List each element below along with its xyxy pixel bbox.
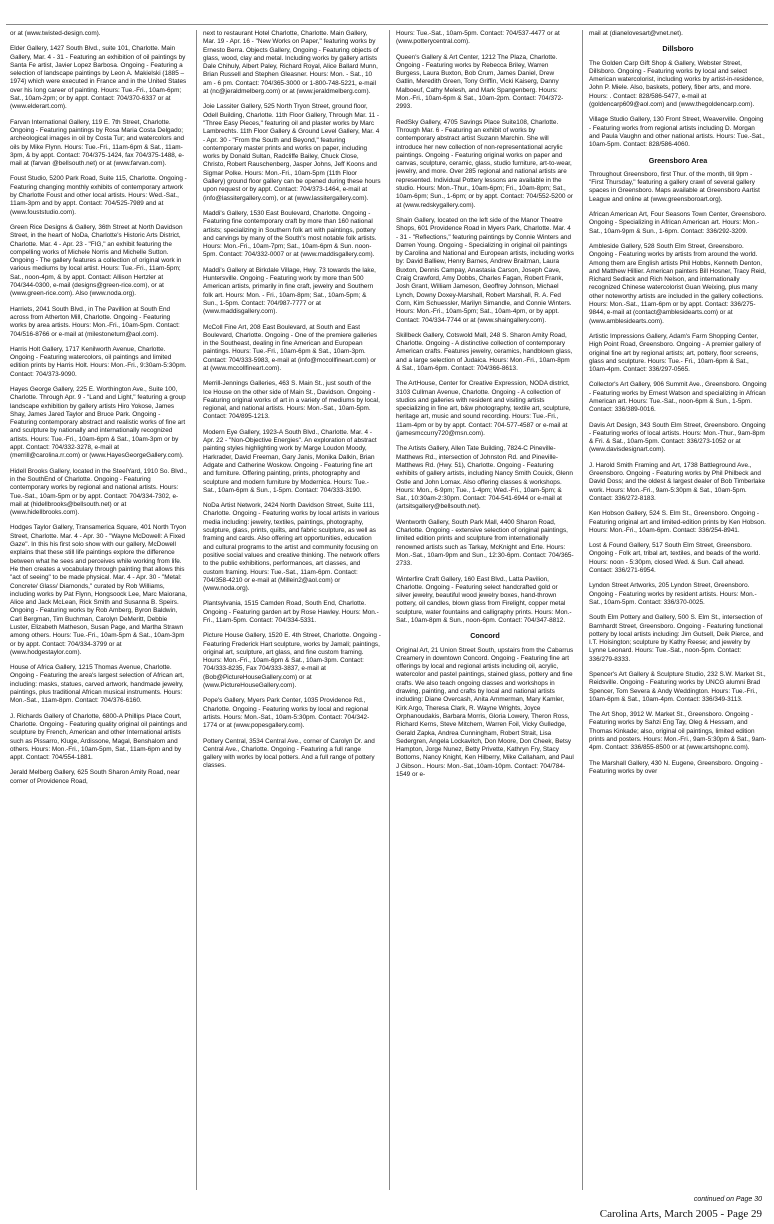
listing-entry: NoDa Artist Network, 2424 North Davidson Street, Suite 111, Charlotte. Ongoing - Featuring works by local artists in various media including: jewelry, textiles, paintings, photography, sculpture, glass, prints, quilts, and fabric sculpture, as well as framing and cards. Also offering art opportunities, education and cultural programs to the artist and community focusing on positive social values and creative thinking. The network offers to the public exhibitions, performances, art classes, and custom framing. Hours: Tue.-Sat., 11am-6pm. Contact: 704/358-4210 or e-mail at (Millein2@aol.com) or (www.noda.org). [203,502,380,593]
column-3 [396,30,574,1190]
page-footer: Carolina Arts, March 2005 - Page 29 [599,1208,762,1220]
listing-entry: The Artists Gallery, Allen Tate Building, 7824-C Pineville-Matthews Rd., intersection of Johnston Rd. and Pineville-Matthews Rd. (Hwy. 51), Charlotte. Ongoing - Featuring exhibits of gallery artists, including Nancy Smith Couick, Glenn Ostle and John Lomax. Also offering classes & workshops. Hours: Mon., 6-9pm; Tue., 1-4pm; Wed.-Fri., 10am-5pm; & Sat., 10:30am-2:30pm. Contact: 704-541-6944 or e-mail at (artsitsgallery@bellsouth.net). [396,445,573,511]
column-divider [389,30,390,1190]
listing-entry: Pope's Gallery, Myers Park Center, 1035 Providence Rd., Charlotte. Ongoing - Featuring works by local and regional artists. Hours: Mon.-Sat., 10am-5:30pm. Contact: 704/342-1774 or at (www.popesgallery.com). [203,697,370,730]
listing-entry: Modern Eye Gallery, 1923-A South Blvd., Charlotte. Mar. 4 - Apr. 22 - "Non-Objective Energies". An exploration of abstract painting styles highlighting work by Marge Loudon Moody, Harkrader, David Freeman, Gary Janis, Monika Dalkin, Brian Adgate and Catherine Woskow. Ongoing - Featuring fine art and furniture. Offering painting, prints, photography and sculpture and modern furniture by Modernica. Hours: Tue.-Sat., 10am-6pm & Sun., 1-5pm. Contact: 704/333-3190. [203,428,377,494]
column-divider [196,30,197,1190]
column-1 [10,30,188,1190]
listing-entry: Merrill-Jennings Galleries, 463 S. Main St., just south of the Ice House on the other side of Main St., Davidson. Ongoing - Featuring original works of art in a variety of mediums by local, regional, and national artists. Hours: Mon.-Sat., 10am-5pm. Contact: 704/895-1213. [203,380,380,421]
listing-entry: Collector's Art Gallery, 906 Summit Ave., Greensboro. Ongoing - Featuring works by Ernest Watson and specializing in African American art. Hours: Tue.-Sat., noon-6pm & Sun., 1-5pm. Contact: 336/389-0016. [589,381,767,414]
listing-entry: The Marshall Gallery, 430 N. Eugene, Greensboro. Ongoing - Featuring works by over [589,759,763,775]
listing-entry: Green Rice Designs & Gallery, 36th Street at North Davidson Street, in the heart of NoDa, Charlotte's Historic Arts District, Charlotte. Mar. 4 - Apr. 23 - "FIG," an exhibit featuring the compelling works of Michele Norris and Michelle Sutton. Ongoing - The gallery features a collection of original work in various mediums by local artist. Hours: Tue.-Fri., 11am-5pm; Sat., noon-4pm, & by appt. Contact: Allison Hertzler at 704/344-0300, e-mail (designs@green-rice.com), or at (www.green-rice.com). Also (www.noda.org). [10,223,183,298]
listing-entry: mail at (dianelovesart@vnet.net). [589,30,683,37]
listing-entry: Jerald Melberg Gallery, 625 South Sharon Amity Road, near corner of Providence Road, [10,769,180,785]
listing-entry: Picture House Gallery, 1520 E. 4th Street, Charlotte. Ongoing - Featuring Frederick Hart sculpture, works by Jamali; paintings, original art, sculpture, art glass, and fine custom framing. Hours: Mon.-Fri., 10am-6pm & Sat., 10am-3pm. Contact: 704/333-8235, Fax 704/333-3837, e-mail at (Bob@PictureHouseGallery.com) or at (www.PictureHouseGallery.com). [203,632,381,690]
listing-entry: Maddi's Gallery at Birkdale Village, Hwy. 73 towards the lake, Huntersville. Ongoing - Featuring work by more than 500 American artists, primarily in fine craft, jewelry and Southern folk art. Hours: Mon. - Fri., 10am-8pm; Sat., 10am-5pm; & Sun., 1-5pm. Contact: 704/987-7777 or at (www.maddisgallery.com). [203,266,376,316]
listing-entry: Plantsylvania, 1515 Camden Road, South End, Charlotte. Ongoing - Featuring garden art by Rose Hawley. Hours: Mon.-Fri., 11am-5pm. Contact: 704/334-5331. [203,600,379,624]
listing-entry: Village Studio Gallery, 130 Front Street, Weaverville. Ongoing - Featuring works from regional artists including D. Morgan and Paula Vaughn and other national artists. Hours: Tue.-Sat., 10am-5pm. Contact: 828/586-4060. [589,116,765,149]
section-heading: Dillsboro [662,44,694,54]
listing-entry: Ambleside Gallery, 528 South Elm Street, Greensboro. Ongoing - Featuring works by artists from around the world. Among them are English artists Phil Hobbs, Kenneth Denton, and Matthew Hillier. American painters Bill Hosner, Tracy Reid, Richard Sedlack and Rich Nelson, and internationally recognized Chinese watercolorist Guan Weixing, plus many other noteworthy artists are included in the gallery collections. Hours: Mon.-Sat., 11am-6pm or by appt. Contact: 336/275-9844, e-mail at (contact@amblesidearts.com) or at (www.amblesidearts.com). [589,242,766,325]
listing-entry: Hayes George Gallery, 225 E. Worthington Ave., Suite 100, Charlotte. Through Apr. 9 - "Land and Light," featuring a group landscape exhibition by gallery artists Hiro Yokose, James Shay, James Jared Taylor and Bruce Park. Ongoing - Featuring contemporary abstract and realistic works of fine art and sculpture by nationally and internationally recognized artists. Hours: Tue.-Fri., 10am-6pm & Sat., 10am-3pm or by appt. Contact: 704/332-3278, e-mail at (merrill@carolina.rr.com) or (www.HayesGeorgeGallery.com). [10,385,186,460]
listing-entry: J. Harold Smith Framing and Art, 1738 Battleground Ave., Greensboro. Ongoing - Featuring works by Phil Philbeck and David Doss; and the oldest & largest dealer of Bob Timberlake work. Hours: Mon.-Fri., 9am-5:30pm & Sat., 10am-5pm. Contact: 336/272-8183. [589,461,766,502]
listing-entry: Skillbeck Gallery, Cotswold Mall, 248 S. Sharon Amity Road, Charlotte. Ongoing - A distinctive collection of contemporary American crafts. Features jewelry, ceramics, handblown glass, and a large selection of Judaica. Hours: Mon.-Fri., 10am-8pm & Sat., 10am-6pm. Contact: 704/366-8613. [396,331,573,372]
listing-entry: Elder Gallery, 1427 South Blvd., suite 101, Charlotte. Main Gallery, Mar. 4 - 31 - Featuring an exhibition of oil paintings by Santa Fe artist, Javier Lopez Barbosa. Ongoing - Featuring a selection of landscape paintings by Leon A. Makielski (1885 – 1974) which were executed in France and in the United States over his long career of painting. Hours: Tue.-Fri., 10am-6pm; Sat., 10am-2pm; or by appt. Contact: 704/370-6337 or at (www.elderart.com). [10,45,187,111]
listing-entry: Hours: Tue.-Sat., 10am-5pm. Contact: 704/537-4477 or at (www.potterycentral.com). [396,30,560,46]
listing-entry: Harris Holt Gallery, 1717 Kenilworth Avenue, Charlotte. Ongoing - Featuring watercolors, oil paintings and limited edition prints by Harris Holt. Hours: Mon.-Fri., 9:30am-5:30pm. Contact: 704/373-9090. [10,345,187,378]
listing-entry: Ken Hobson Gallery, 524 S. Elm St., Greensboro. Ongoing - Featuring original art and limited-edition prints by Ken Hobson. Hours: Mon.-Fri., 10am-6pm. Contact: 336/254-8941. [589,510,766,534]
listing-entry: Farvan International Gallery, 119 E. 7th Street, Charlotte. Ongoing - Featuring paintings by Rosa Maria Costa Delgado; archeological images in oil by Costa Tur; and watercolors and oils by Mike Flynn. Hours: Tue.-Fri., 11am-6pm & Sat., 11am-3pm, & by appt. Contact: 704/375-1424, fax 704/375-1488, e-mail at (farvan @bellsouth.net) or at (www.farvan.com). [10,118,185,168]
listing-entry: Shain Gallery, located on the left side of the Manor Theatre Shops, 601 Providence Road in Myers Park, Charlotte. Mar. 4 - 31 - "Reflections," featuring paintings by Connie Winters and Darren Young. Ongoing - Specializing in original oil paintings by Carolina and National and European artists, including works by: David Balliew, Henry Barnes, Andrew Braitman, Laura Buxton, Dennis Campay, Anastasia Carson, Joseph Cave, Craig Crawford, Amy Dobbs, Charles Fagan, Robert Frank, Josh Grant, William Jameson, Geoffrey Johnson, Michael Lynch, Downy Doxey-Marshall, Robert Marshall, R. A. Fed Corn, Kim Schuessler, Marilyn Simandle, and Connie Winters. Hours: Mon.-Fri., 10am-5pm; Sat., 10am-4pm, or by appt. Contact: 704/334-7744 or at (www.shaingallery.com). [396,216,574,324]
listing-entry: The Art Shop, 3912 W. Market St., Greensboro. Ongoing - Featuring works by Sahzi Eng Tay, Oleg & Hessam, and Thomas Kinkade; also, original oil paintings, limited edition prints and posters. Hours: Mon.-Fri., 9am-5:30pm & Sat., 9am-4pm. Contact: 336/855-8500 or at (www.artshopnc.com). [589,711,767,752]
listing-entry: RedSky Gallery, 4705 Savings Place Suite108, Charlotte. Through Mar. 6 - Featuring an exhibit of works by contemporary abstract artist Suzann Marchin. She will introduce her new collection of non-representational acrylic paintings. Ongoing - Featuring original works on paper and canvas, sculpture, ceramic, glass, studio furniture, art-to-wear, jewelry, and more. Over 285 regional and national artists are represented. Individual Pottery lessons are available in the studio. Hours: Mon.-Thur., 10am-6pm; Fri., 10am-8pm; Sat., 10am-6pm; Sun., 1-6pm; or by appt. Contact: 704/552-5200 or at (www.redskygallery.com). [396,118,573,209]
listing-entry: Joie Lassiter Gallery, 525 North Tryon Street, ground floor, Odell Building, Charlotte. 11th Floor Gallery, Through Mar. 11 - "Three Easy Pieces," featuring oil and plaster works by Marc Lambrechts. 11th Floor Gallery & Ground Level Gallery, Mar. 4 - Apr. 30 - "From the South and Beyond," featuring contemporary master prints and works on paper, including works by Donald Sultan, Radcliffe Bailey, Chuck Close, Christo, Robert Rauschenberg, Jasper Johns, Jeff Koons and Sigmar Polke. Hours: Mon.-Fri., 10am-5pm (11th Floor Gallery) ground floor gallery can be opened during these hours upon request or by appt. Contact: 704/373-1464, e-mail at (info@lassitergallery.com), or at (www.lassitergallery.com). [203,103,381,202]
listing-entry: Lost & Found Gallery, 517 South Elm Street, Greensboro. Ongoing - Folk art, tribal art, textiles, and beads of the world. Hours: noon - 5:30pm, closed Wed. & Sun. Call ahead. Contact: 336/271-6954. [589,542,761,575]
listing-entry: Spencer's Art Gallery & Sculpture Studio, 232 S.W. Market St., Reidsville. Ongoing - Featuring works by UNCG alumni Brad Spencer, Tom Severa & Andy Weddington. Hours: Tue.-Fri., 10am-6pm & Sat., 10am-4pm. Contact: 336/349-3113. [589,671,766,703]
continued-note: continued on Page 30 [693,1196,762,1203]
section-heading: Greensboro Area [648,155,708,165]
listing-entry: Original Art, 21 Union Street South, upstairs from the Cabarrus Creamery in downtown Concord. Ongoing - Featuring fine art offerings by local and regional artists including oil, acrylic, watercolor and pastel paintings, stained glass, pottery and fine crafts. We also teach ongoing classes and workshops in drawing, painting, and crafts by local and national artists including: Diane Overcash, Anita Ammerman, Mary Kamler, Kirk Argo, Theresa Clark, R. Wayne Wrights, Joyce Orphanoudakis, Barbara Morris, Gloria Lowery, Theron Ross, Richard Kerns, Steve Mitchem, Warren Foil, Vicky Gulledge, Gerald Zapka, Andrea Cunningham, Robert Strait, Lisa Sedergren, Angela Lockavitch, Don Moore, Don Cheek, Betsy Hampton, Jorge Nunez, Betty Privette, Kathryn Fry, Stacy Bottoms, Nancy Knight, Ken Hilberry, Mike Callaham, and Paul J Gibson.. Hours: Mon.-Sat.,10am-10pm. Contact: 704/784-1549 or e- [396,646,574,779]
column-2 [203,30,381,1190]
listing-entry: Winterfire Craft Gallery, 160 East Blvd., Latta Pavilion, Charlotte. Ongoing - Featuring select handcrafted gold or silver jewelry, beautiful wood jewelry boxes, hand-thrown pottery, oil candles, blown glass from Firelight, copper metal sculpture, water fountains and calligraphy prints. Hours: Mon.-Sat., 10am-8pm & Sun., noon-6pm. Contact: 704/347-8812. [396,575,572,624]
column-divider [582,30,583,1190]
top-rule [6,24,768,25]
listing-entry: House of Africa Gallery, 1215 Thomas Avenue, Charlotte. Ongoing - Featuring the area's largest selection of African art, including: masks, statues, carved artwork, handmade jewelry, paintings, plus traditional African musical instruments. Hours: Mon.-Sat., 11am-8pm. Contact: 704/376-6160. [10,664,184,705]
listing-entry: Lyndon Street Artworks, 205 Lyndon Street, Greensboro. Ongoing - Featuring works by resident artists. Hours: Mon.-Sat., 10am-5pm. Contact: 336/370-0025. [589,582,757,606]
listing-entry: Wentworth Gallery, South Park Mall, 4400 Sharon Road, Charlotte. Ongoing - extensive selection of original paintings, limited edition prints and sculpture from internationally renowned artists such as Tarkay, McKnight and Erte. Hours: Mon.-Sat., 10am-9pm and Sun., 12:30-6pm. Contact: 704/365-2733. [396,518,574,568]
listing-entry: J. Richards Gallery of Charlotte, 6800-A Phillips Place Court, Charlotte. Ongoing - Featuring quality original oil paintings and sculpture by French, American and other International artists such as Pissarro, Kluge, Ardissone, Magal, Benshalom and others. Hours: Mon.-Fri., 10am-5pm, Sat., 11am-6pm and by appt. Contact: 704/554-1881. [10,712,187,762]
listing-entry: South Elm Pottery and Gallery, 500 S. Elm St., intersection of Barnhardt Street, Greensboro. Ongoing - Featuring functional pottery by local artists including: Jim Gutsell, Deik Pierce, and I.T. Hoisington; sculpture by Kathy Reese; and jewelry by Lynne Leonard. Hours: Tue.-Sat., noon-5pm. Contact: 336/279-8333. [589,614,764,663]
listing-entry: African American Art, Four Seasons Town Center, Greensboro. Ongoing - Specializing in African American art. Hours: Mon.-Sat., 10am-9pm & Sun., 1-6pm. Contact: 336/292-3209. [589,211,767,235]
section-heading: Concord [470,631,500,641]
listing-entry: Hodges Taylor Gallery, Transamerica Square, 401 North Tryon Street, Charlotte. Mar. 4 - Apr. 30 - "Wayne McDowell: A Fixed Gaze". In this his first solo show with our gallery, McDowell explains that these still life paintings explore the difference between what he sees and perceives while working from life. He then creates a vocabulary through painting that allows this "act of seeing" to be made physical. Mar. 4 - Apr. 30 - "Metal: Concrete/ Glass/ Diamonds," curated by Rob Williams, including works by Pat Flynn, Hongsoock Lee, Marc Maiorana, Alice and Jack McLean, Rick Smith and Susanna B. Speirs. Ongoing - Featuring works by Rob Amberg, Byron Baldwin, Carl Bergman, Tim Buchman, Carolyn DeMeritt, Debbie Luster, Elizabeth Matheson, Susan Page, and Martha Strawn among others. Hours: Tue.-Fri., 10am-5pm & Sat., 10am-3pm or by appt. Contact: 704/334-3799 or at (www.hodgestaylor.com). [10,524,187,656]
column-4 [589,30,767,1190]
listing-entry: or at (www.twisted-design.com). [10,30,101,37]
listing-entry: Maddi's Gallery, 1530 East Boulevard, Charlotte. Ongoing - Featuring fine contemporary craft by more than 160 national artists; specializing in Southern folk art with paintings, pottery and carvings by many of the South's most notable folk artists. Hours: Mon.-Fri., 10am-7pm; Sat., 10am-6pm & Sun. noon-5pm. Contact: 704/332-0007 or at (www.maddisgallery.com). [203,209,377,259]
listing-entry: Davis Art Design, 343 South Elm Street, Greensboro. Ongoing - Featuring works of local artists. Hours: Mon.-Thur., 9am-8pm & Fri. & Sat., 10am-5pm. Contact: 336/273-1052 or at (www.davisdesignart.com). [589,421,766,454]
listing-entry: Artistic Impressions Gallery, Adam's Farm Shopping Center, High Point Road, Greensboro. Ongoing - A premier gallery of original fine art by regional artists; art, pottery, floor screens, glass and sculpture. Hours: Tue.- Fri., 10am-6pm & Sat., 10am-4pm. Contact: 336/297-0565. [589,332,761,374]
listing-entry: Pottery Central, 3534 Central Ave., corner of Carolyn Dr. and Central Ave., Charlotte. Ongoing - Featuring a full range gallery with works by local potters. And a full range of pottery classes. [203,737,375,770]
listing-entry: next to restaurant Hotel Charlotte, Charlotte. Main Gallery, Mar. 19 - Apr. 16 - "New Works on Paper," featuring works by Ernesto Berra. Objects Gallery, Ongoing - Featuring objects of glass, wood, clay and metal. Including works by gallery artists Dale Chihuly, Albert Paley, Richard Royal, Alice Ballard Munn, Brian Russell and Stephen Gleasner. Hours: Mon. - Sat., 10 am - 6 pm. Contact: 704/365-3000 or 1-800-748-5221, e-mail at (nc@jeraldmelberg.com) or at (www.jeraldmelberg.com). [203,30,379,96]
listing-entry: McColl Fine Art, 208 East Boulevard, at South and East Boulevard, Charlotte. Ongoing - One of the premiere galleries in the Southeast, dealing in fine American and European paintings. Hours: Tue.-Fri., 10am-6pm & Sat., 10am-3pm. Contact: 704/333-5983, e-mail at (info@mccollfineart.com) or at (www.mccollfineart.com). [203,323,378,372]
listing-entry: Harriets, 2041 South Blvd., in The Pavillion at South End across from Atherton Mill, Charlotte. Ongoing - Featuring works by area artists. Hours: Mon.-Fri., 10am-5pm. Contact: 704/516-8766 or e-mail at (milestoneturn@aol.com). [10,305,180,338]
listing-entry: Foust Studio, 5200 Park Road, Suite 115, Charlotte. Ongoing - Featuring changing monthly exhibits of contemporary artwork by Charlotte Foust and other local artists. Hours: Wed.-Sat., 11am-3pm and by appt. Contact: 704/525-7989 and at (www.fouststudio.com). [10,175,187,216]
listing-entry: Queen's Gallery & Art Center, 1212 The Plaza, Charlotte. Ongoing - Featuring works by Rebecca Briley, Warren Burgess, Laura Buxton, Bob Crum, James Daniel, Drew Gatlin, Meredith Green, Tony Griffin, Vicki Kaiserg, Danny Malboeuf, Cathy Melesh, and Mark Spangenberg. Hours: Mon.-Fri., 10am-6pm & Sat., 10am-2pm. Contact: 704/372-2993. [396,53,564,111]
listing-entry: Hidell Brooks Gallery, located in the SteelYard, 1910 So. Blvd., in the SouthEnd of Charlotte. Ongoing - Featuring contemporary works by regional and national artists. Hours: Tue.-Sat., 10am-5pm or by appt. Contact: 704/334-7302, e-mail at (hidellbrooks@bellsouth.net) or at (www.hidellbrooks.com). [10,467,188,517]
listing-entry: The ArtHouse, Center for Creative Expression, NODA district, 3103 Cullman Avenue, Charlotte. Ongoing - A collection of studios and galleries with resident and visiting artists specializing in fine art, b&w photography, textile art, sculpture, heritage art, music and sound recording. Hours: Tue.-Fri., 11am-4pm or by by appt. Contact: 704-577-4587 or e-mail at (jamesmccurry720@msn.com). [396,380,571,438]
listing-entry: The Golden Carp Gift Shop & Gallery, Webster Street, Dillsboro. Ongoing - Featuring works by local and select American watercolorist, including works by artist-in-residence, John P. Miele. Also, baskets, pottery, fiber arts, and more. Hours: . Contact: 828/586-5477, e-mail at (goldencarp609@aol.com) and (www.thegoldencarp.com). [589,59,764,109]
listing-entry: Throughout Greensboro, first Thur. of the month, till 9pm - "First Thursday," featuring a gallery crawl of several gallery spaces in Greensboro. Maps available at Greensboro Aartist League and online at (www.greensboroart.org). [589,170,760,203]
